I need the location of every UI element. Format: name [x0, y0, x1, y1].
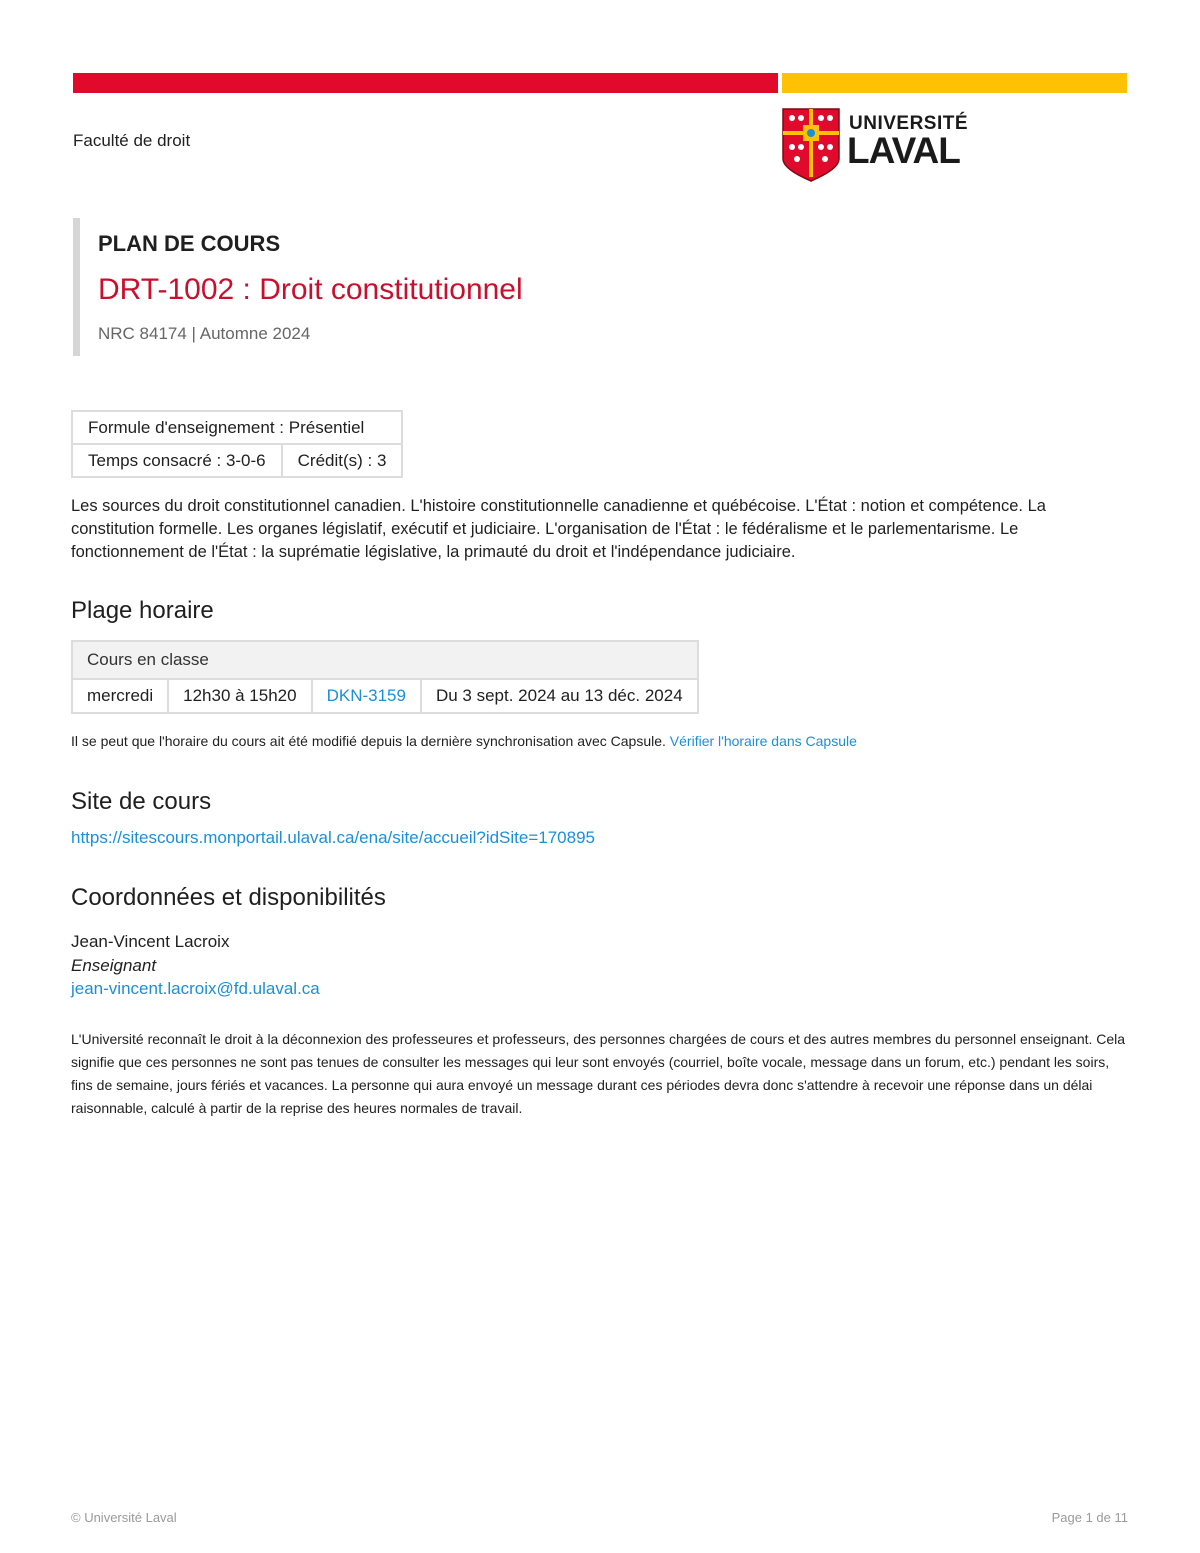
schedule-table: [71, 640, 699, 714]
university-logo: [781, 107, 969, 183]
logo-text-main: LAVAL: [847, 130, 960, 171]
course-title: DRT-1002 : Droit constitutionnel: [98, 273, 523, 306]
schedule-room-cell: [312, 679, 421, 713]
teacher-email-link[interactable]: jean-vincent.lacroix@fd.ulaval.ca: [71, 979, 320, 998]
header-yellow-bar: [782, 73, 1127, 93]
teacher-name: Jean-Vincent Lacroix: [71, 932, 230, 951]
schedule-day: mercredi: [72, 679, 168, 713]
schedule-time: 12h30 à 15h20: [168, 679, 311, 713]
plan-label: PLAN DE COURS: [98, 231, 281, 256]
disconnect-notice: L'Université reconnaît le droit à la déconnexion des professeures et professeurs, des personnes chargées de cours et des autres membres du personnel enseignant. Cela signifie que ces personnes ne sont pas tenues de consulter les messages qui leur sont envoyés (courriel, boîte vocale, message dans un forum, etc.) pendant les soirs, fins de semaine, jours fériés et vacances. La personne qui aura envoyé un message durant ces périodes devra donc s'attendre à recevoir une réponse dans un délai raisonnable, calculé à partir de la reprise des heures normales de travail.: [71, 1031, 1126, 1116]
temps-cell: Temps consacré : 3-0-6: [72, 444, 282, 477]
logo-text-top: UNIVERSITÉ: [849, 113, 969, 134]
teacher-role: Enseignant: [71, 956, 157, 975]
contact-heading: Coordonnées et disponibilités: [71, 884, 386, 911]
credits-cell: Crédit(s) : 3: [282, 444, 403, 477]
course-info-table: [71, 410, 403, 478]
university-shield-icon: [781, 107, 841, 183]
footer-copyright: © Université Laval: [71, 1510, 177, 1525]
course-nrc: NRC 84174 | Automne 2024: [98, 324, 311, 343]
formule-cell: [72, 411, 402, 444]
formule-label: Formule d'enseignement :: [88, 417, 285, 437]
schedule-notice-text: Il se peut que l'horaire du cours ait été modifié depuis la dernière synchronisation avec Capsule.: [71, 733, 670, 749]
course-description: Les sources du droit constitutionnel canadien. L'histoire constitutionnelle canadienne et québécoise. L'État : notion et compétence. La constitution formelle. Les organes législatif, exécutif et judiciaire. L'organisation de l'État : le fédéralisme et le parlementarisme. Le fonctionnement de l'État : la suprématie législative, la primauté du droit et l'indépendance judiciaire.: [71, 497, 1046, 561]
verify-schedule-link[interactable]: Vérifier l'horaire dans Capsule: [669, 733, 857, 749]
schedule-dates: Du 3 sept. 2024 au 13 déc. 2024: [421, 679, 698, 713]
faculty-name: Faculté de droit: [73, 131, 191, 150]
course-site-link[interactable]: https://sitescours.monportail.ulaval.ca/ena/site/accueil?idSite=170895: [71, 828, 596, 847]
schedule-notice: [71, 733, 857, 749]
title-block: [73, 218, 780, 356]
schedule-room-link[interactable]: DKN-3159: [326, 686, 406, 705]
header-red-bar: [73, 73, 778, 93]
table-row: [72, 679, 698, 713]
formule-value: Présentiel: [284, 417, 365, 437]
schedule-type: Cours en classe: [72, 641, 698, 679]
footer-page-number: Page 1 de 11: [1051, 1510, 1128, 1525]
schedule-heading: Plage horaire: [71, 597, 214, 624]
site-heading: Site de cours: [71, 788, 212, 815]
